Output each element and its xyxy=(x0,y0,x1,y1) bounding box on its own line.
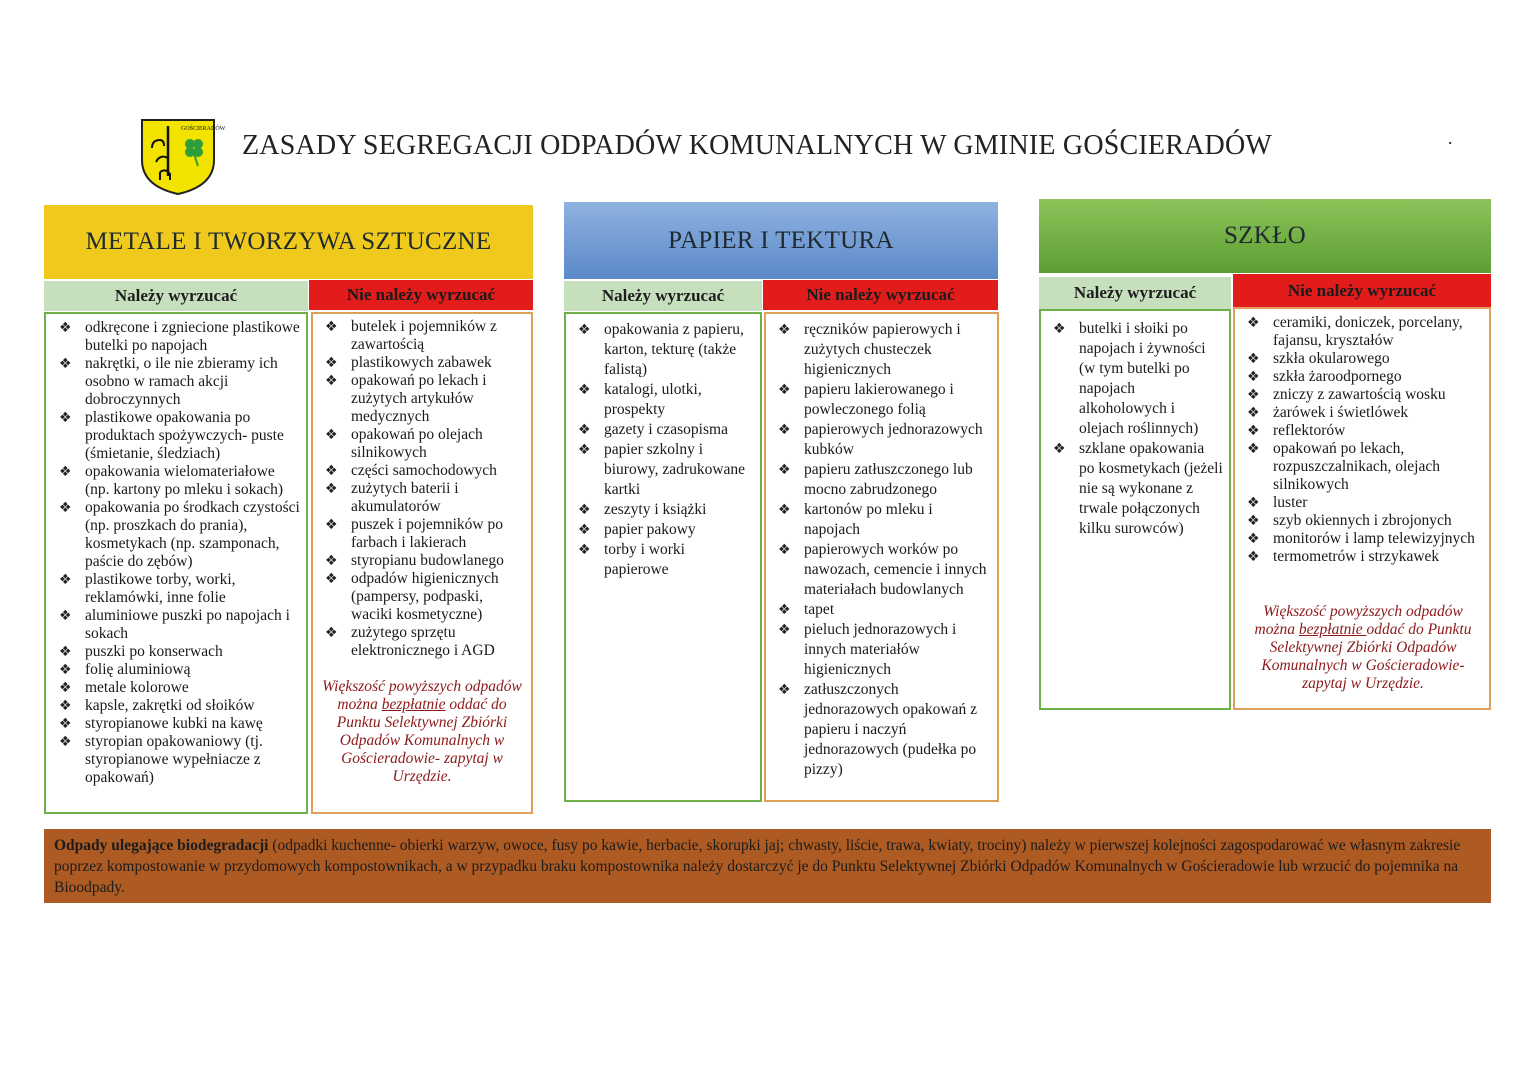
list-item-text: butelek i pojemników z zawartością xyxy=(351,318,497,353)
list-item-text: zniczy z zawartością wosku xyxy=(1273,386,1446,403)
list-item-text: styropianu budowlanego xyxy=(351,552,504,569)
list-item-text: części samochodowych xyxy=(351,462,497,479)
biowaste-text: (odpadki kuchenne- obierki warzyw, owoce, fusy po kawie, herbacie, skorupki jaj; chwasty, liście, trawa, kwiaty, trociny) należy w pierwszej kolejności zagospodarować we własnym zakresie poprzez kompostowanie w przydomowych kompostownikach, a w przypadku braku kompostownika należy dostarczyć je do Punktu Selektywnej Zbiórki Odpadów Komunalnych w Gościeradowie lub wrzucić do pojemnika na Bioodpady. xyxy=(54,837,1461,896)
diamond-bullet-icon: ❖ xyxy=(325,355,338,371)
list-item-text: opakowań po lekach i zużytych artykułów medycznych xyxy=(351,372,487,425)
metal-free-disposal-note: Większość powyższych odpadów można bezpłatnie oddać do Punktu Selektywnej Zbiórki Odpadów Komunalnych w Gościeradowie- zapytaj w Urzędzie. xyxy=(322,678,522,785)
list-item-text: tapet xyxy=(804,601,835,618)
diamond-bullet-icon: ❖ xyxy=(59,662,72,678)
list-item xyxy=(59,679,301,697)
list-item-text: butelki i słoiki po napojach i żywności (w tym butelki po napojach alkoholowych i olejach roślinnych) xyxy=(1079,320,1206,437)
list-item xyxy=(578,320,752,380)
diamond-bullet-icon: ❖ xyxy=(1247,531,1260,547)
list-item-text: zużytych baterii i akumulatorów xyxy=(351,480,459,515)
diamond-bullet-icon: ❖ xyxy=(325,481,338,497)
diamond-bullet-icon: ❖ xyxy=(778,622,791,638)
list-item xyxy=(578,440,752,500)
list-item xyxy=(325,624,527,660)
list-item xyxy=(578,540,752,580)
list-item xyxy=(325,480,527,516)
list-item-text: reflektorów xyxy=(1273,422,1346,439)
diamond-bullet-icon: ❖ xyxy=(59,608,72,624)
paper-allowed-header: Należy wyrzucać xyxy=(564,281,762,311)
stray-dot: . xyxy=(1448,128,1453,148)
list-item xyxy=(1247,548,1487,566)
diamond-bullet-icon: ❖ xyxy=(59,464,72,480)
list-item xyxy=(325,462,527,480)
diamond-bullet-icon: ❖ xyxy=(325,427,338,443)
diamond-bullet-icon: ❖ xyxy=(778,422,791,438)
list-item xyxy=(325,426,527,462)
list-item xyxy=(325,516,527,552)
list-item xyxy=(778,460,992,500)
diamond-bullet-icon: ❖ xyxy=(325,625,338,641)
list-item xyxy=(325,318,527,354)
list-item xyxy=(778,540,992,600)
list-item xyxy=(59,355,301,409)
diamond-bullet-icon: ❖ xyxy=(578,322,591,338)
diamond-bullet-icon: ❖ xyxy=(778,602,791,618)
list-item-text: plastikowych zabawek xyxy=(351,354,492,371)
list-item-text: opakowania wielomateriałowe (np. kartony po mleku i sokach) xyxy=(85,463,284,498)
list-item-text: zatłuszczonych jednorazowych opakowań z papieru i naczyń jednorazowych (pudełka po pizzy) xyxy=(804,681,978,778)
list-item-text: odpadów higienicznych (pampersy, podpaski, waciki kosmetyczne) xyxy=(351,570,499,623)
biowaste-info-bar xyxy=(44,829,1491,903)
paper-allowed-box xyxy=(564,312,762,802)
diamond-bullet-icon: ❖ xyxy=(578,502,591,518)
list-item xyxy=(778,680,992,780)
glass-not-allowed-header: Nie należy wyrzucać xyxy=(1233,274,1491,307)
list-item-text: papier szkolny i biurowy, zadrukowane kartki xyxy=(604,441,746,498)
list-item-text: monitorów i lamp telewizyjnych xyxy=(1273,530,1475,547)
list-item-text: pieluch jednorazowych i innych materiałów higienicznych xyxy=(804,621,957,678)
list-item-text: odkręcone i zgniecione plastikowe butelki po napojach xyxy=(85,319,300,354)
diamond-bullet-icon: ❖ xyxy=(578,522,591,538)
diamond-bullet-icon: ❖ xyxy=(1247,351,1260,367)
glass-allowed-header: Należy wyrzucać xyxy=(1039,277,1231,309)
diamond-bullet-icon: ❖ xyxy=(1247,369,1260,385)
diamond-bullet-icon: ❖ xyxy=(578,382,591,398)
list-item-text: papierowych jednorazowych kubków xyxy=(804,421,983,458)
diamond-bullet-icon: ❖ xyxy=(778,502,791,518)
diamond-bullet-icon: ❖ xyxy=(578,542,591,558)
list-item-text: ręczników papierowych i zużytych chusteczek higienicznych xyxy=(804,321,961,378)
diamond-bullet-icon: ❖ xyxy=(59,734,72,750)
category-header-glass: SZKŁO xyxy=(1039,199,1491,273)
diamond-bullet-icon: ❖ xyxy=(1247,315,1260,331)
list-item xyxy=(59,607,301,643)
list-item xyxy=(1247,314,1487,350)
list-item xyxy=(778,500,992,540)
diamond-bullet-icon: ❖ xyxy=(1247,423,1260,439)
list-item xyxy=(578,420,752,440)
metal-not-allowed-header: Nie należy wyrzucać xyxy=(309,280,533,310)
list-item xyxy=(59,463,301,499)
diamond-bullet-icon: ❖ xyxy=(1247,441,1260,457)
diamond-bullet-icon: ❖ xyxy=(59,698,72,714)
list-item-text: zużytego sprzętu elektronicznego i AGD xyxy=(351,624,495,659)
municipality-crest-logo xyxy=(138,114,226,196)
diamond-bullet-icon: ❖ xyxy=(325,553,338,569)
diamond-bullet-icon: ❖ xyxy=(778,382,791,398)
list-item xyxy=(59,409,301,463)
diamond-bullet-icon: ❖ xyxy=(59,410,72,426)
list-item xyxy=(1247,386,1487,404)
metal-allowed-box xyxy=(44,312,308,814)
list-item-text: luster xyxy=(1273,494,1308,511)
list-item-text: plastikowe torby, worki, reklamówki, inne folie xyxy=(85,571,236,606)
list-item-text: opakowań po olejach silnikowych xyxy=(351,426,483,461)
paper-not-allowed-box xyxy=(764,312,999,802)
diamond-bullet-icon: ❖ xyxy=(59,644,72,660)
diamond-bullet-icon: ❖ xyxy=(325,463,338,479)
list-item xyxy=(778,620,992,680)
list-item-text: nakrętki, o ile nie zbieramy ich osobno w ramach akcji dobroczynnych xyxy=(85,355,278,408)
diamond-bullet-icon: ❖ xyxy=(59,356,72,372)
diamond-bullet-icon: ❖ xyxy=(59,500,72,516)
list-item-text: kartonów po mleku i napojach xyxy=(804,501,933,538)
list-item xyxy=(325,570,527,624)
list-item-text: zeszyty i książki xyxy=(604,501,707,518)
list-item-text: puszek i pojemników po farbach i lakierach xyxy=(351,516,503,551)
diamond-bullet-icon: ❖ xyxy=(1053,321,1066,337)
diamond-bullet-icon: ❖ xyxy=(1247,405,1260,421)
list-item xyxy=(578,520,752,540)
list-item-text: opakowania po środkach czystości (np. proszkach do prania), kosmetykach (np. szamponach, paście do zębów) xyxy=(85,499,300,570)
list-item-text: aluminiowe puszki po napojach i sokach xyxy=(85,607,290,642)
list-item-text: metale kolorowe xyxy=(85,679,189,696)
diamond-bullet-icon: ❖ xyxy=(59,716,72,732)
list-item-text: papieru lakierowanego i powleczonego folią xyxy=(804,381,954,418)
list-item-text: styropianowe kubki na kawę xyxy=(85,715,263,732)
list-item xyxy=(59,661,301,679)
metal-allowed-list xyxy=(59,319,301,787)
list-item xyxy=(578,380,752,420)
list-item xyxy=(1247,440,1487,494)
list-item xyxy=(59,499,301,571)
list-item-text: opakowań po lekach, rozpuszczalnikach, olejach silnikowych xyxy=(1273,440,1440,493)
list-item-text: plastikowe opakowania po produktach spożywczych- puste (śmietanie, śledziach) xyxy=(85,409,284,462)
list-item xyxy=(59,697,301,715)
list-item-text: puszki po konserwach xyxy=(85,643,223,660)
list-item xyxy=(1247,350,1487,368)
list-item xyxy=(59,571,301,607)
diamond-bullet-icon: ❖ xyxy=(578,442,591,458)
list-item xyxy=(1247,530,1487,548)
list-item-text: szkła okularowego xyxy=(1273,350,1390,367)
diamond-bullet-icon: ❖ xyxy=(325,319,338,335)
diamond-bullet-icon: ❖ xyxy=(1247,549,1260,565)
diamond-bullet-icon: ❖ xyxy=(1247,513,1260,529)
list-item xyxy=(1053,439,1223,539)
page-title: ZASADY SEGREGACJI ODPADÓW KOMUNALNYCH W GMINIE GOŚCIERADÓW xyxy=(242,130,1272,161)
diamond-bullet-icon: ❖ xyxy=(325,517,338,533)
diamond-bullet-icon: ❖ xyxy=(325,373,338,389)
glass-free-disposal-note: Większość powyższych odpadów można bezpłatnie oddać do Punktu Selektywnej Zbiórki Odpadów Komunalnych w Gościeradowie- zapytaj w Urzędzie. xyxy=(1254,603,1472,692)
list-item xyxy=(325,354,527,372)
glass-not-allowed-box xyxy=(1233,307,1491,710)
list-item xyxy=(1247,512,1487,530)
category-header-paper: PAPIER I TEKTURA xyxy=(564,202,998,279)
diamond-bullet-icon: ❖ xyxy=(578,422,591,438)
list-item xyxy=(1247,404,1487,422)
list-item xyxy=(59,733,301,787)
list-item-text: katalogi, ulotki, prospekty xyxy=(604,381,702,418)
metal-not-allowed-box xyxy=(311,312,533,814)
glass-allowed-box xyxy=(1039,309,1231,710)
list-item xyxy=(1247,494,1487,512)
svg-text:GOŚCIERADÓW: GOŚCIERADÓW xyxy=(181,126,226,132)
list-item xyxy=(1247,422,1487,440)
category-header-metal-plastic: METALE I TWORZYWA SZTUCZNE xyxy=(44,205,533,279)
diamond-bullet-icon: ❖ xyxy=(778,322,791,338)
paper-not-allowed-list xyxy=(778,320,992,780)
list-item-text: szyb okiennych i zbrojonych xyxy=(1273,512,1452,529)
list-item-text: ceramiki, doniczek, porcelany, fajansu, kryształów xyxy=(1273,314,1463,349)
list-item-text: torby i worki papierowe xyxy=(604,541,685,578)
list-item xyxy=(325,372,527,426)
diamond-bullet-icon: ❖ xyxy=(778,682,791,698)
list-item xyxy=(59,643,301,661)
list-item xyxy=(1053,319,1223,439)
metal-not-allowed-list xyxy=(325,318,527,660)
diamond-bullet-icon: ❖ xyxy=(1053,441,1066,457)
list-item-text: papier pakowy xyxy=(604,521,696,538)
biowaste-heading: Odpady ulegające biodegradacji xyxy=(54,837,269,854)
list-item xyxy=(778,380,992,420)
metal-allowed-header: Należy wyrzucać xyxy=(44,281,308,311)
list-item-text: opakowania z papieru, karton, tekturę (także falistą) xyxy=(604,321,744,378)
diamond-bullet-icon: ❖ xyxy=(778,542,791,558)
diamond-bullet-icon: ❖ xyxy=(778,462,791,478)
list-item xyxy=(59,319,301,355)
list-item-text: gazety i czasopisma xyxy=(604,421,728,438)
list-item-text: szklane opakowania po kosmetykach (jeżeli nie są wykonane z trwale połączonych kilku surowców) xyxy=(1079,440,1223,537)
glass-allowed-list xyxy=(1053,319,1223,539)
list-item xyxy=(325,552,527,570)
paper-allowed-list xyxy=(578,320,752,580)
list-item-text: szkła żaroodpornego xyxy=(1273,368,1402,385)
list-item xyxy=(59,715,301,733)
list-item-text: termometrów i strzykawek xyxy=(1273,548,1440,565)
diamond-bullet-icon: ❖ xyxy=(59,680,72,696)
list-item-text: kapsle, zakrętki od słoików xyxy=(85,697,255,714)
diamond-bullet-icon: ❖ xyxy=(325,571,338,587)
diamond-bullet-icon: ❖ xyxy=(1247,495,1260,511)
list-item xyxy=(778,320,992,380)
list-item-text: papieru zatłuszczonego lub mocno zabrudzonego xyxy=(804,461,973,498)
diamond-bullet-icon: ❖ xyxy=(1247,387,1260,403)
list-item-text: żarówek i świetlówek xyxy=(1273,404,1409,421)
diamond-bullet-icon: ❖ xyxy=(59,320,72,336)
glass-not-allowed-list xyxy=(1247,314,1487,566)
list-item-text: papierowych worków po nawozach, cemencie i innych materiałach budowlanych xyxy=(804,541,987,598)
paper-not-allowed-header: Nie należy wyrzucać xyxy=(763,280,998,310)
list-item xyxy=(578,500,752,520)
list-item xyxy=(778,600,992,620)
list-item xyxy=(1247,368,1487,386)
list-item-text: folię aluminiową xyxy=(85,661,191,678)
diamond-bullet-icon: ❖ xyxy=(59,572,72,588)
list-item-text: styropian opakowaniowy (tj. styropianowe wypełniacze z opakowań) xyxy=(85,733,263,786)
list-item xyxy=(778,420,992,460)
